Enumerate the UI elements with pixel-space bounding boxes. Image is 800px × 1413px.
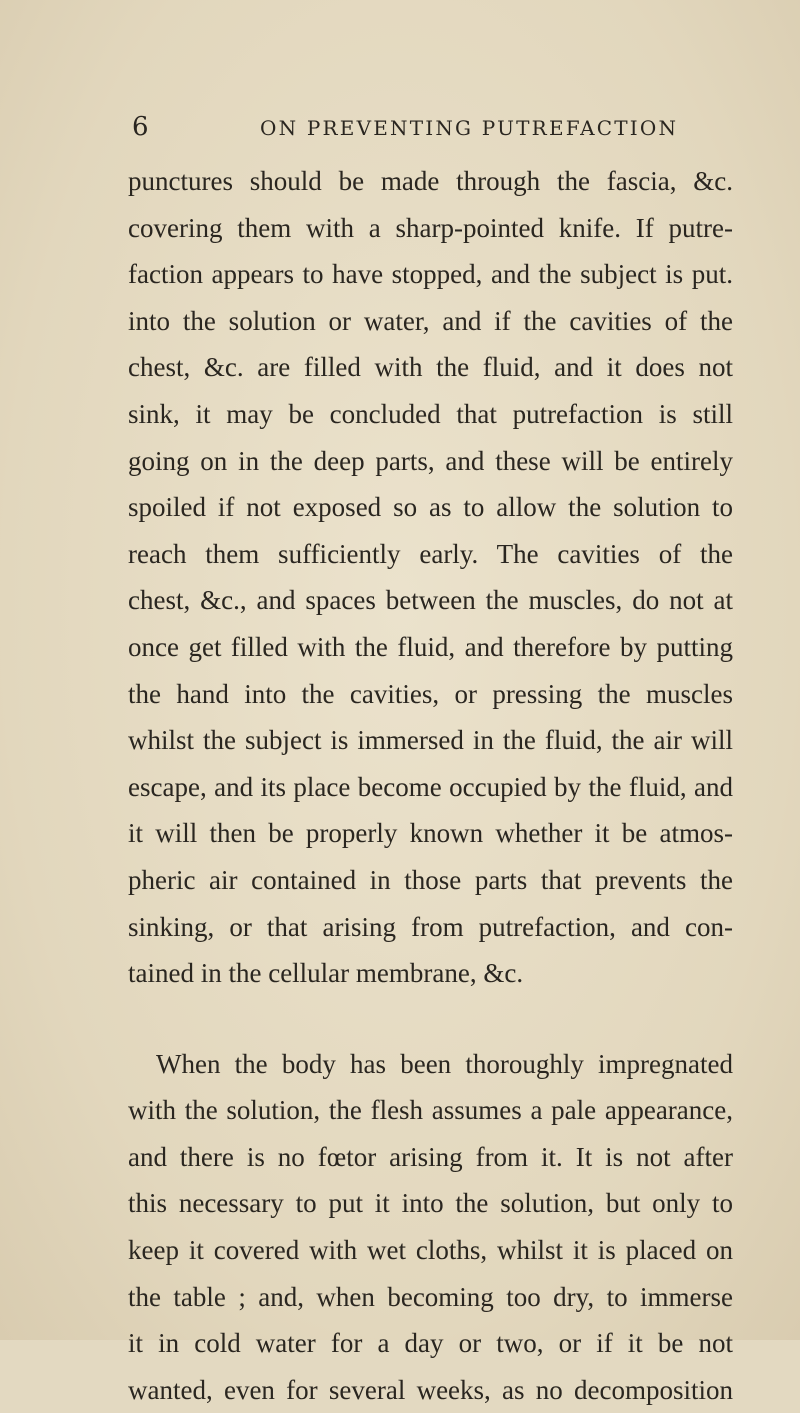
text-line: faction appears to have stopped, and the subject is put.	[128, 259, 733, 290]
text-line: keep it covered with wet cloths, whilst it is placed on	[128, 1235, 733, 1266]
text-line: into the solution or water, and if the cavities of the	[128, 305, 733, 336]
text-line: the table ; and, when becoming too dry, to immerse	[128, 1281, 733, 1312]
body-text	[128, 158, 733, 1413]
text-line: it in cold water for a day or two, or if it be not	[128, 1328, 733, 1359]
text-line: it will then be properly known whether it be atmos-	[128, 818, 733, 849]
text-line: covering them with a sharp-pointed knife. If putre-	[128, 212, 733, 243]
text-line: escape, and its place become occupied by the fluid, and	[128, 771, 733, 802]
page-header	[132, 112, 679, 148]
text-line: chest, &c., and spaces between the muscles, do not at	[128, 585, 733, 616]
text-line: wanted, even for several weeks, as no decomposition	[128, 1374, 733, 1405]
text-line: once get filled with the fluid, and therefore by putting	[128, 631, 733, 662]
text-line: reach them sufficiently early. The cavities of the	[128, 538, 733, 569]
text-line: the hand into the cavities, or pressing the muscles	[128, 678, 733, 709]
text-line: punctures should be made through the fascia, &c.	[128, 166, 733, 196]
paragraph-2	[128, 1041, 733, 1413]
text-line: with the solution, the flesh assumes a pale appearance,	[128, 1095, 733, 1126]
text-line: whilst the subject is immersed in the fluid, the air will	[128, 725, 733, 756]
text-line: this necessary to put it into the solution, but only to	[128, 1188, 733, 1219]
text-line: tained in the cellular membrane, &c.	[128, 958, 524, 989]
running-title: ON PREVENTING PUTREFACTION	[260, 116, 679, 140]
text-line: sinking, or that arising from putrefaction, and con-	[128, 911, 733, 942]
text-line: and there is no fœtor arising from it. It is not after	[128, 1141, 733, 1172]
text-line: pheric air contained in those parts that prevents the	[128, 864, 733, 895]
text-line: spoiled if not exposed so as to allow the solution to	[128, 492, 733, 523]
paragraph-gap	[128, 997, 733, 1041]
text-line: going on in the deep parts, and these will be entirely	[128, 445, 733, 476]
text-line: When the body has been thoroughly impregnated	[156, 1048, 733, 1079]
text-line: sink, it may be concluded that putrefaction is still	[128, 398, 733, 429]
page-number: 6	[132, 112, 149, 142]
paragraph-1	[128, 158, 733, 997]
text-line: chest, &c. are filled with the fluid, and it does not	[128, 352, 733, 383]
